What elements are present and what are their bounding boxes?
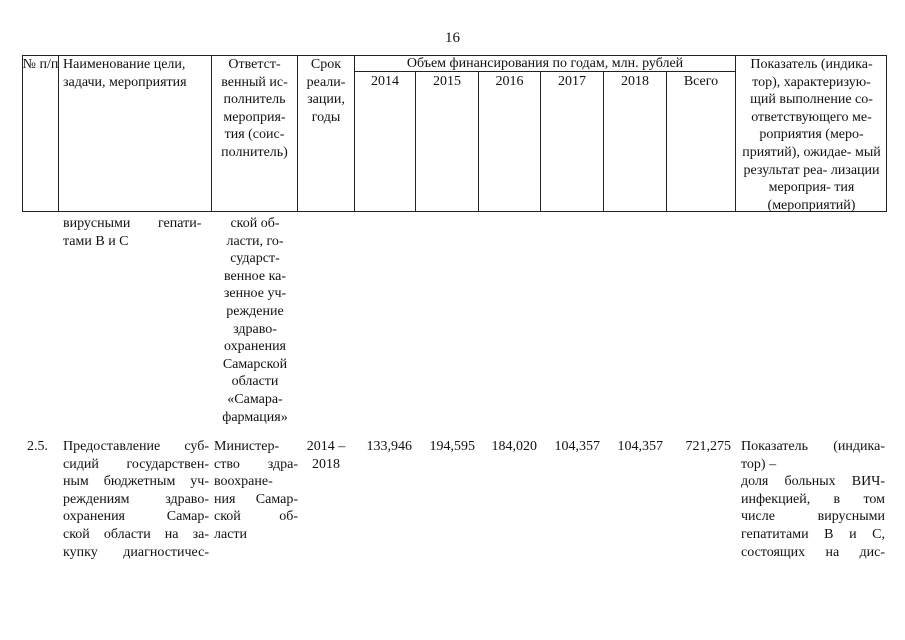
row-2-5-responsible: [214, 438, 298, 544]
row-2-5-value-2014: 133,946: [366, 439, 412, 454]
row-2-5-indicator-line: Показатель (индика-: [741, 439, 885, 454]
cont-responsible-line: «Самара-: [227, 391, 283, 407]
row-2-5-responsible-line: Министер-: [214, 439, 280, 454]
cont-responsible-line: сударст-: [230, 251, 280, 267]
row-2-5-name-line: ным бюджетным уч-: [63, 474, 209, 490]
cont-responsible-line: зенное уч-: [223, 286, 287, 302]
cont-responsible-line: Самарской: [222, 356, 288, 372]
header-year-2015: 2015: [433, 74, 461, 89]
row-2-5-responsible-line: ласти: [214, 526, 248, 542]
header-funding: Объем финансирования по годам, млн. рублей: [406, 56, 684, 71]
row-2-5-indicator-line: тор) –: [741, 456, 777, 472]
row-2-5-name-line: реждениям здраво-: [63, 491, 209, 507]
cont-responsible-line: венное ка-: [223, 268, 287, 284]
row-2-5-term: [298, 438, 354, 473]
row-2-5-name-line: сидий государствен-: [63, 456, 209, 472]
header-year-2014: 2014: [371, 74, 399, 89]
cont-responsible-line: области: [231, 374, 279, 390]
row-2-5-value-2017: 104,357: [554, 439, 600, 454]
header-term: Срок реали- зации, годы: [306, 57, 346, 125]
row-2-5-value-2016: 184,020: [491, 439, 537, 454]
header-total: Всего: [683, 74, 719, 89]
header-responsible: Ответст- венный ис- полнитель мероприя- тия (соис- полнитель): [221, 57, 288, 160]
cont-name-word-1: вирусными: [63, 216, 131, 231]
cont-responsible-line: реждение: [226, 303, 284, 319]
row-2-5-responsible-line: ство здра-: [214, 456, 298, 472]
row-2-5-indicator-line: гепатитами В и С,: [741, 526, 885, 542]
row-2-5-indicator-line: состоящих на дис-: [741, 544, 885, 560]
row-2-5-name-line: ской области на за-: [63, 526, 209, 542]
header-year-2016: 2016: [495, 74, 524, 89]
row-2-5-responsible-line: ния Самар-: [214, 491, 298, 507]
header-indicator: Показатель (индика- тор), характеризую- щий выполнение со- ответствующего ме- роприятия (меро- приятий), ожидае- мый результат реа- лизации мероприя- тия (мероприятий): [742, 57, 881, 213]
row-2-5-value-2015: 194,595: [429, 439, 475, 454]
row-2-5-responsible-line: воохране-: [214, 474, 273, 490]
row-2-5-name-line: Предоставление суб-: [63, 439, 209, 454]
row-2-5-indicator: [741, 438, 885, 561]
cont-responsible-line: здраво-: [233, 321, 277, 337]
cont-responsible: [212, 215, 298, 426]
row-2-5-value-total: 721,275: [685, 439, 731, 454]
cont-responsible-line: фармация»: [222, 409, 288, 425]
header-num: № п/п: [22, 57, 59, 72]
row-2-5-indicator-line: числе вирусными: [741, 509, 885, 525]
header-year-2018: 2018: [621, 74, 649, 89]
row-2-5-term-line: 2018: [312, 456, 340, 472]
row-2-5-name-line: купку диагностичес-: [63, 544, 209, 560]
cont-name-line-2: тами В и С: [63, 233, 129, 249]
row-2-5-value-2018: 104,357: [617, 439, 663, 454]
row-2-5-indicator-line: доля больных ВИЧ-: [741, 474, 885, 490]
cont-responsible-line: охранения: [224, 339, 286, 355]
row-2-5-num: 2.5.: [27, 439, 48, 454]
row-2-5-term-line: 2014 –: [306, 439, 346, 454]
cont-responsible-line: ской об-: [230, 216, 280, 231]
header-name: Наименование цели, задачи, мероприятия: [63, 57, 187, 90]
header-year-2017: 2017: [558, 74, 586, 89]
row-2-5-responsible-line: ской об-: [214, 509, 298, 525]
cont-name-word-2: гепати-: [158, 216, 202, 231]
cont-responsible-line: ласти, го-: [226, 233, 284, 249]
page-number: 16: [445, 30, 460, 46]
row-2-5-indicator-line: инфекцией, в том: [741, 491, 885, 507]
row-2-5-name: [63, 438, 209, 561]
row-2-5-name-line: охранения Самар-: [63, 509, 209, 525]
